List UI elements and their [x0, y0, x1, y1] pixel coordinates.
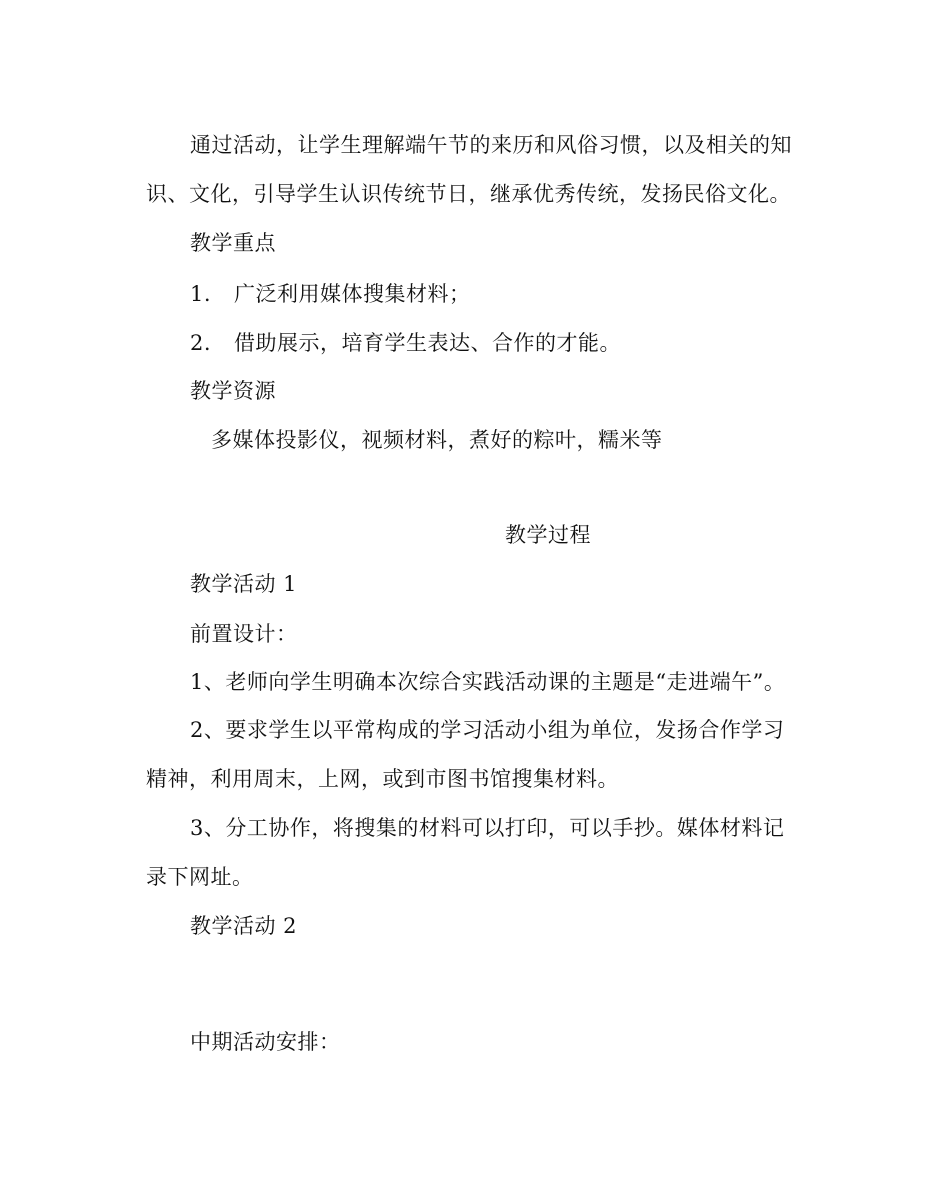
step-3-line-2: 录下网址。 [146, 865, 254, 889]
key-points-heading: 教学重点 [190, 231, 276, 255]
key-point-text: 借助展示，培育学生表达、合作的才能。 [234, 331, 621, 355]
mid-activity-label: 中期活动安排： [190, 1030, 341, 1054]
step-3-line-1: 3、分工协作，将搜集的材料可以打印，可以手抄。媒体材料记 [190, 816, 785, 840]
step-2-line-1: 2、要求学生以平常构成的学习活动小组为单位，发扬合作学习 [190, 718, 785, 742]
resources-heading: 教学资源 [190, 379, 276, 403]
intro-paragraph-line-2: 识、文化，引导学生认识传统节日，继承优秀传统，发扬民俗文化。 [146, 182, 791, 206]
activity-2-heading: 教学活动 2 [190, 914, 298, 938]
process-title: 教学过程 [505, 523, 591, 547]
key-point-text: 广泛利用媒体搜集材料； [234, 282, 471, 306]
pre-design-label: 前置设计： [190, 622, 298, 646]
step-2-line-2: 精神，利用周末，上网，或到市图书馆搜集材料。 [146, 767, 619, 791]
key-point-item [190, 329, 621, 357]
resources-text: 多媒体投影仪，视频材料，煮好的粽叶，糯米等 [211, 428, 663, 452]
step-1-text: 1、老师向学生明确本次综合实践活动课的主题是“走进端午”。 [190, 670, 786, 694]
intro-paragraph-line-1: 通过活动，让学生理解端午节的来历和风俗习惯，以及相关的知 [190, 133, 792, 157]
activity-1-heading: 教学活动 1 [190, 572, 298, 596]
key-point-item [190, 280, 471, 308]
key-point-number: 1. [190, 282, 212, 306]
key-point-number: 2. [190, 331, 212, 355]
